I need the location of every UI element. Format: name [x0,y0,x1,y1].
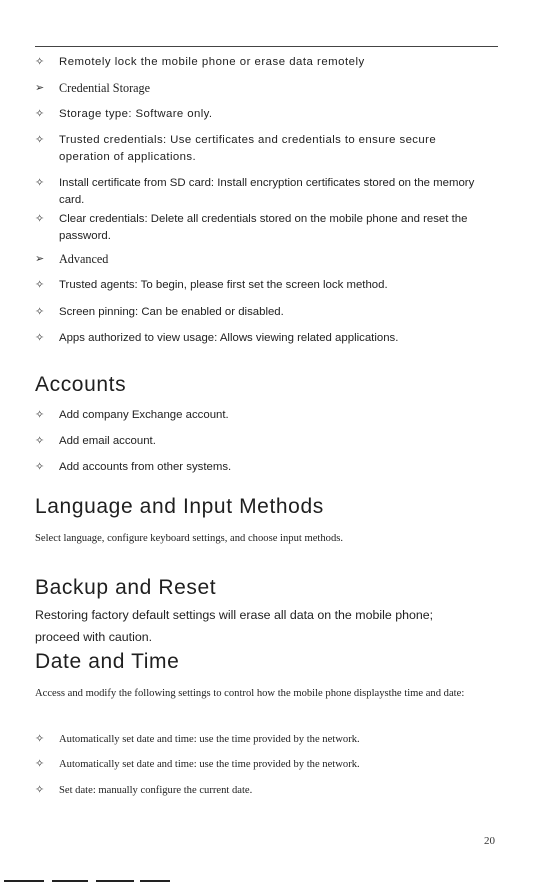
diamond-star-icon: ✧ [35,177,45,189]
section-paragraph-date-time: Access and modify the following settings to control how the mobile phone displaysthe time and date: [35,688,465,699]
list-item: ✧ Set date: manually configure the current date. [35,782,505,799]
diamond-star-icon: ✧ [35,758,45,770]
list-item: ✧ Add email account. [35,433,505,450]
edge-mark [140,880,170,882]
edge-mark [4,880,44,882]
arrowhead-icon: ➢ [35,253,45,265]
list-item: ✧ Automatically set date and time: use the time provided by the network. [35,731,505,748]
diamond-star-icon: ✧ [35,784,45,796]
diamond-star-icon: ✧ [35,733,45,745]
list-item: ✧ Apps authorized to view usage: Allows viewing related applications. [35,330,505,347]
diamond-star-icon: ✧ [35,134,45,146]
section-heading-backup: Backup and Reset [35,576,217,599]
header-rule [35,46,498,47]
section-heading-date-time: Date and Time [35,650,180,673]
section-paragraph-backup: Restoring factory default settings will erase all data on the mobile phone; proceed with caution. [35,608,434,644]
diamond-star-icon: ✧ [35,279,45,291]
edge-mark [52,880,88,882]
diamond-star-icon: ✧ [35,332,45,344]
subheading-credential-storage: ➢ Credential Storage [35,81,151,95]
diamond-star-icon: ✧ [35,213,45,225]
list-item: ✧ Trusted agents: To begin, please first set the screen lock method. [35,277,505,294]
section-heading-language: Language and Input Methods [35,495,324,518]
diamond-star-icon: ✧ [35,435,45,447]
list-item: ✧ Trusted credentials: Use certificates and credentials to ensure secure operation of applications. [35,134,437,163]
list-item: ✧ Clear credentials: Delete all credentials stored on the mobile phone and reset the password. [35,213,468,242]
list-item: ✧ Add company Exchange account. [35,407,505,424]
list-item: ✧ Screen pinning: Can be enabled or disabled. [35,304,505,321]
diamond-star-icon: ✧ [35,409,45,421]
list-item: ✧ Automatically set date and time: use the time provided by the network. [35,756,505,773]
list-item: ✧ Add accounts from other systems. [35,459,505,476]
subheading-advanced: ➢ Advanced [35,252,109,266]
diamond-star-icon: ✧ [35,108,45,120]
edge-mark [96,880,134,882]
list-item: ✧ Install certificate from SD card: Install encryption certificates stored on the memory card. [35,177,475,206]
list-item: ✧ Storage type: Software only. [35,106,505,123]
diamond-star-icon: ✧ [35,306,45,318]
section-paragraph-language: Select language, configure keyboard settings, and choose input methods. [35,533,344,544]
list-item: ✧ Remotely lock the mobile phone or erase data remotely [35,54,505,71]
section-heading-accounts: Accounts [35,373,127,396]
page-number: 20 [484,835,495,847]
diamond-star-icon: ✧ [35,461,45,473]
diamond-star-icon: ✧ [35,56,45,68]
arrowhead-icon: ➢ [35,82,45,94]
